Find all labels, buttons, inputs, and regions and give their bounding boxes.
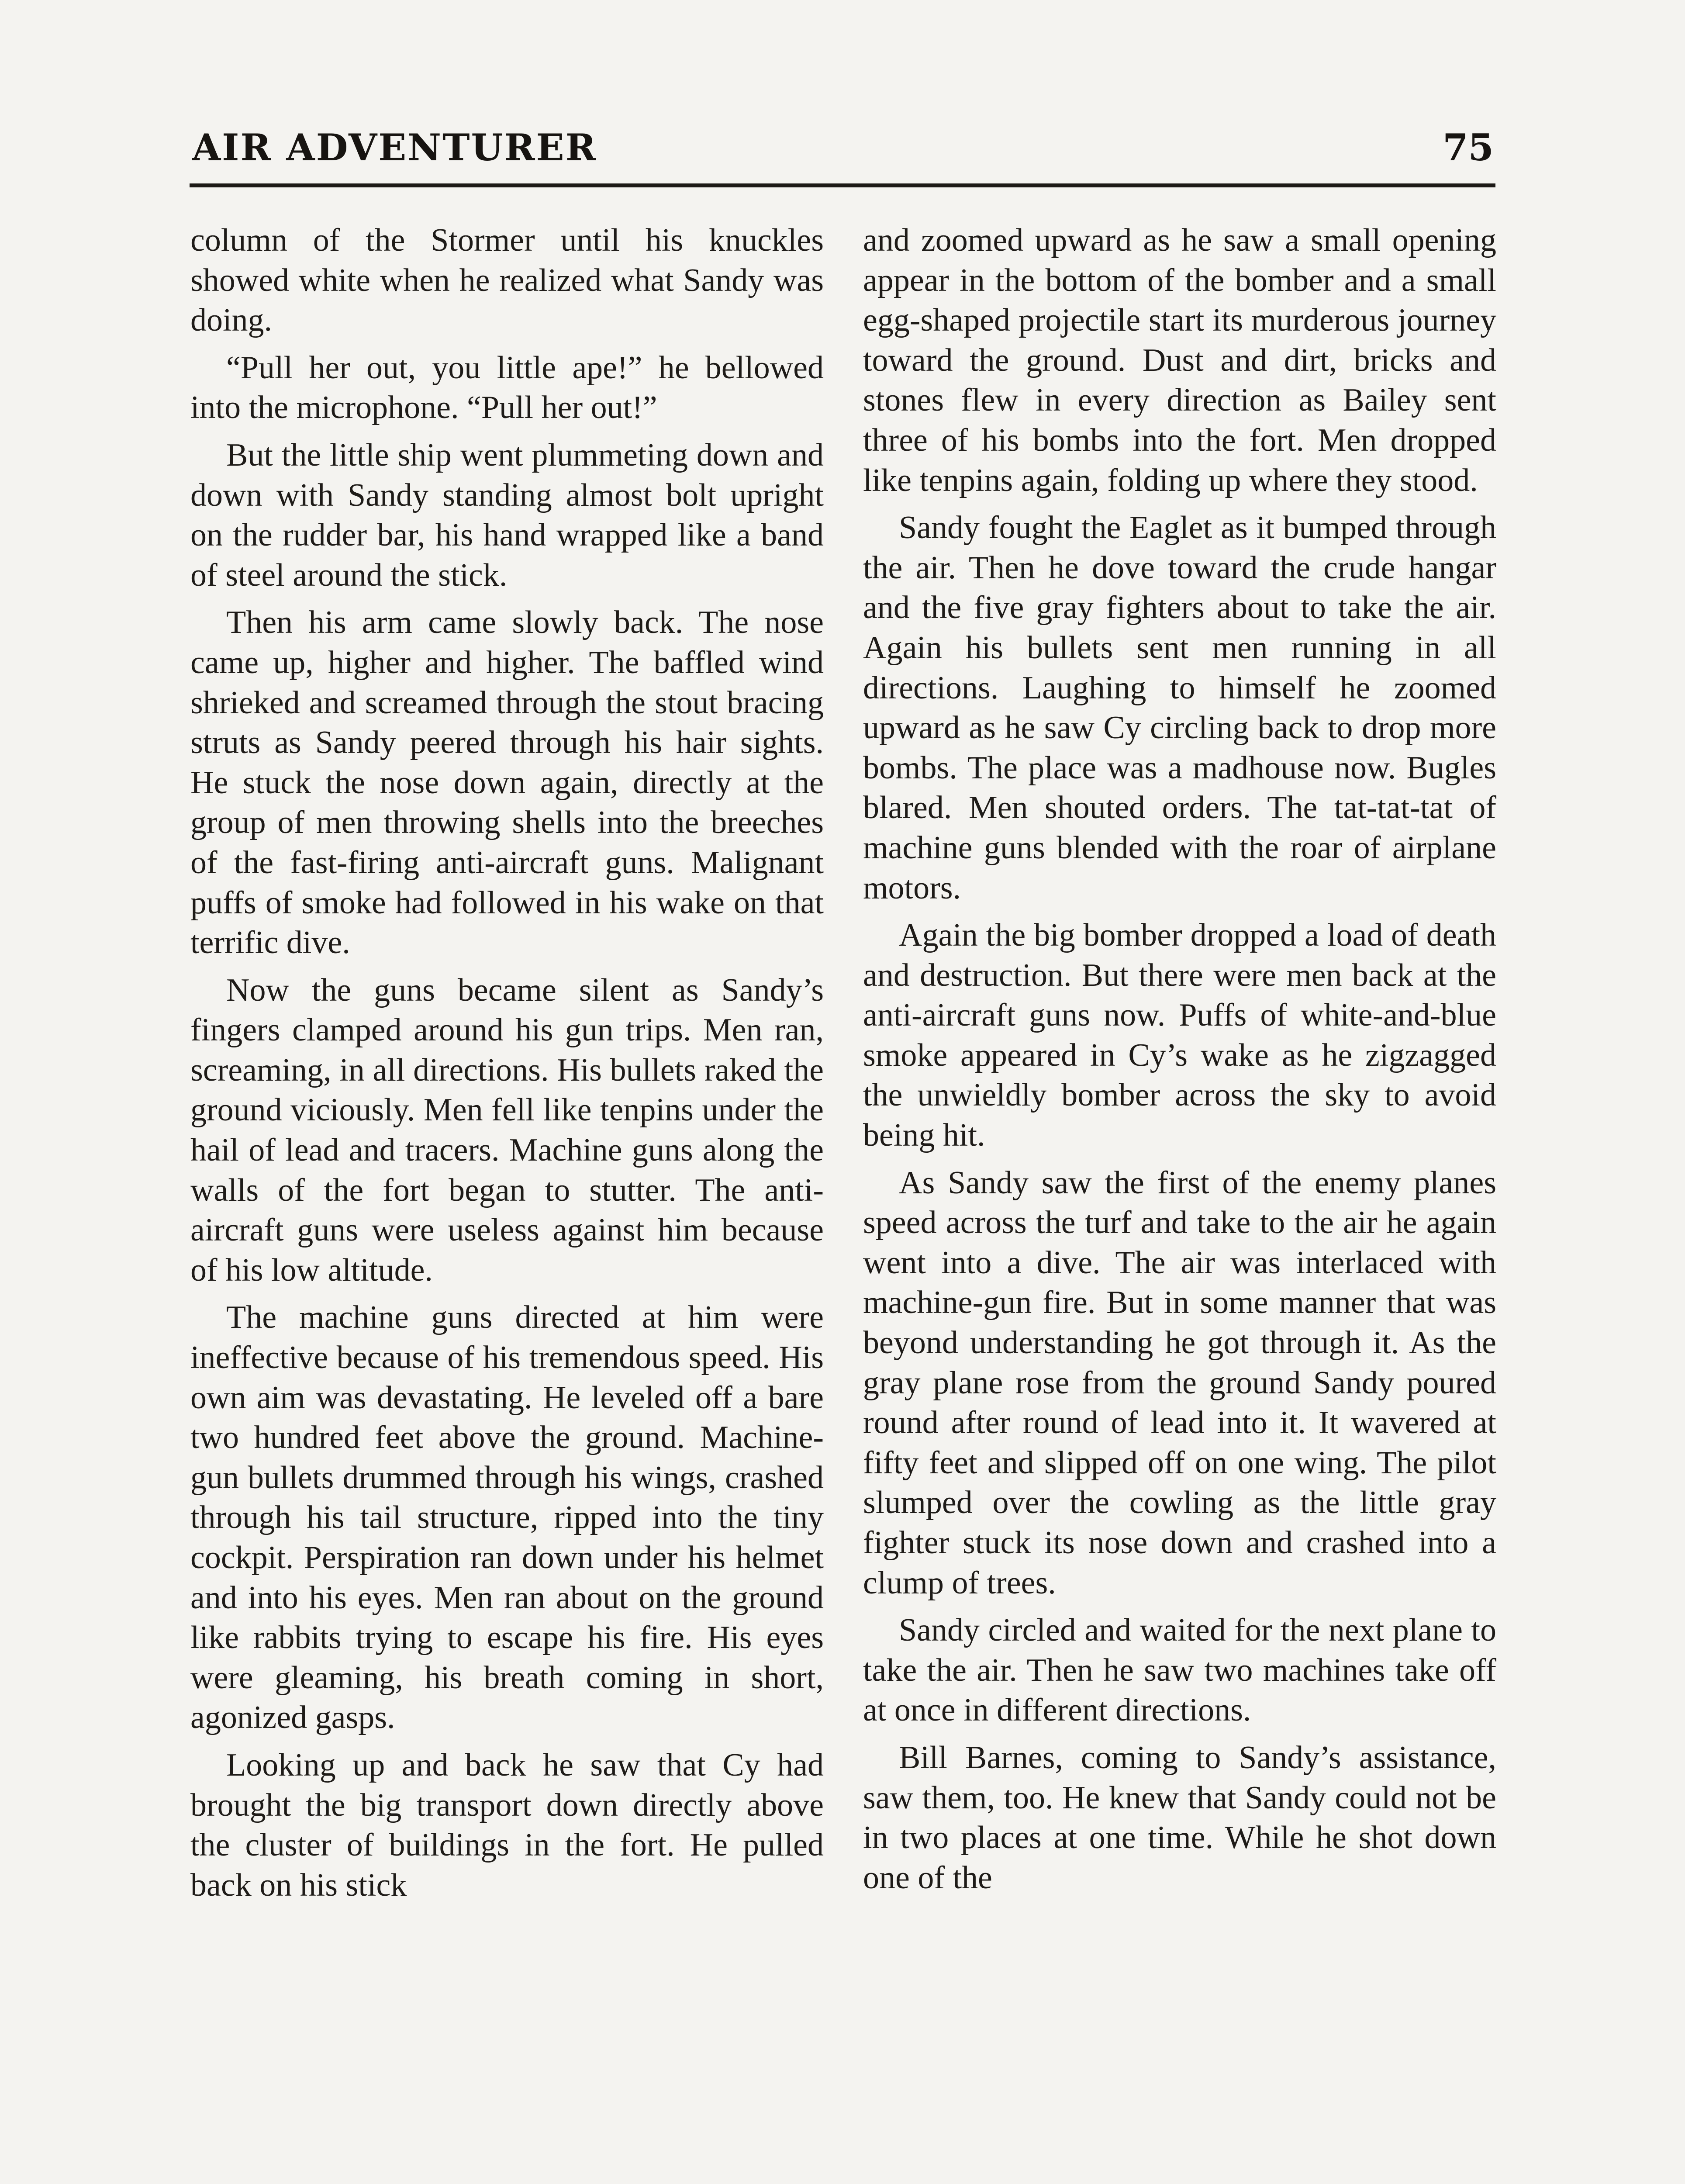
page-number: 75	[1443, 126, 1494, 169]
paragraph: Again the big bomber dropped a load of death and destruction. But there were men back at the anti-aircraft guns now. Puffs of white-and-blue smoke appeared in Cy’s wake as he zigzagged the unwieldly bomber across the sky to avoid being hit.	[863, 917, 1496, 1154]
paragraph: Looking up and back he saw that Cy had brought the big transport down directly above the cluster of buildings in the fort. He pulled back on his stick	[190, 1747, 824, 1903]
paragraph: column of the Stormer until his knuckles showed white when he realized what Sandy was doing.	[190, 222, 824, 339]
left-text-column	[190, 221, 824, 1913]
paragraph: Sandy fought the Eaglet as it bumped through the air. Then he dove toward the crude hangar and the five gray fighters about to take the air. Again his bullets sent men running in all directions. Laughing to himself he zoomed upward as he saw Cy circling back to drop more bombs. The place was a madhouse now. Bugles blared. Men shouted orders. The tat-tat-tat of machine guns blended with the roar of airplane motors.	[863, 510, 1496, 906]
paragraph: Sandy circled and waited for the next plane to take the air. Then he saw two machines take off at once in different directions.	[863, 1612, 1496, 1728]
running-header-title: AIR ADVENTURER	[192, 126, 597, 169]
paragraph: Now the guns became silent as Sandy’s fingers clamped around his gun trips. Men ran, screaming, in all directions. His bullets raked the ground viciously. Men fell like tenpins under the hail of lead and tracers. Machine guns along the walls of the fort began to stutter. The anti-aircraft guns were useless against him because of his low altitude.	[190, 972, 824, 1288]
paragraph: “Pull her out, you little ape!” he bellowed into the microphone. “Pull her out!”	[190, 349, 824, 426]
paragraph: The machine guns directed at him were ineffective because of his tremendous speed. His own aim was devastating. He leveled off a bare two hundred feet above the ground. Machine-gun bullets drummed through his wings, crashed through his tail structure, ripped into the tiny cockpit. Perspiration ran down under his helmet and into his eyes. Men ran about on the ground like rabbits trying to escape his fire. His eyes were gleaming, his breath coming in short, agonized gasps.	[190, 1299, 824, 1736]
paragraph: Then his arm came slowly back. The nose came up, higher and higher. The baffled wind shrieked and screamed through the stout bracing struts as Sandy peered through his hair sights. He stuck the nose down again, directly at the group of men throwing shells into the breeches of the fast-firing anti-aircraft guns. Malignant puffs of smoke had followed in his wake on that terrific dive.	[190, 605, 824, 961]
right-text-column	[863, 221, 1496, 1905]
paragraph: As Sandy saw the first of the enemy planes speed across the turf and take to the air he again went into a dive. The air was interlaced with machine-gun fire. But in some manner that was beyond understanding he got through it. As the gray plane rose from the ground Sandy poured round after round of lead into it. It wavered at fifty feet and slipped off on one wing. The pilot slumped over the cowling as the little gray fighter stuck its nose down and crashed into a clump of trees.	[863, 1165, 1496, 1601]
paragraph: But the little ship went plummeting down and down with Sandy standing almost bolt upright on the rudder bar, his hand wrapped like a band of steel around the stick.	[190, 437, 824, 593]
paragraph: and zoomed upward as he saw a small opening appear in the bottom of the bomber and a small egg-shaped projectile start its murderous journey toward the ground. Dust and dirt, bricks and stones flew in every direction as Bailey sent three of his bombs into the fort. Men dropped like tenpins again, folding up where they stood.	[863, 222, 1496, 498]
header-rule	[190, 183, 1495, 187]
paragraph: Bill Barnes, coming to Sandy’s assistance, saw them, too. He knew that Sandy could not be in two places at one time. While he shot down one of the	[863, 1739, 1496, 1896]
